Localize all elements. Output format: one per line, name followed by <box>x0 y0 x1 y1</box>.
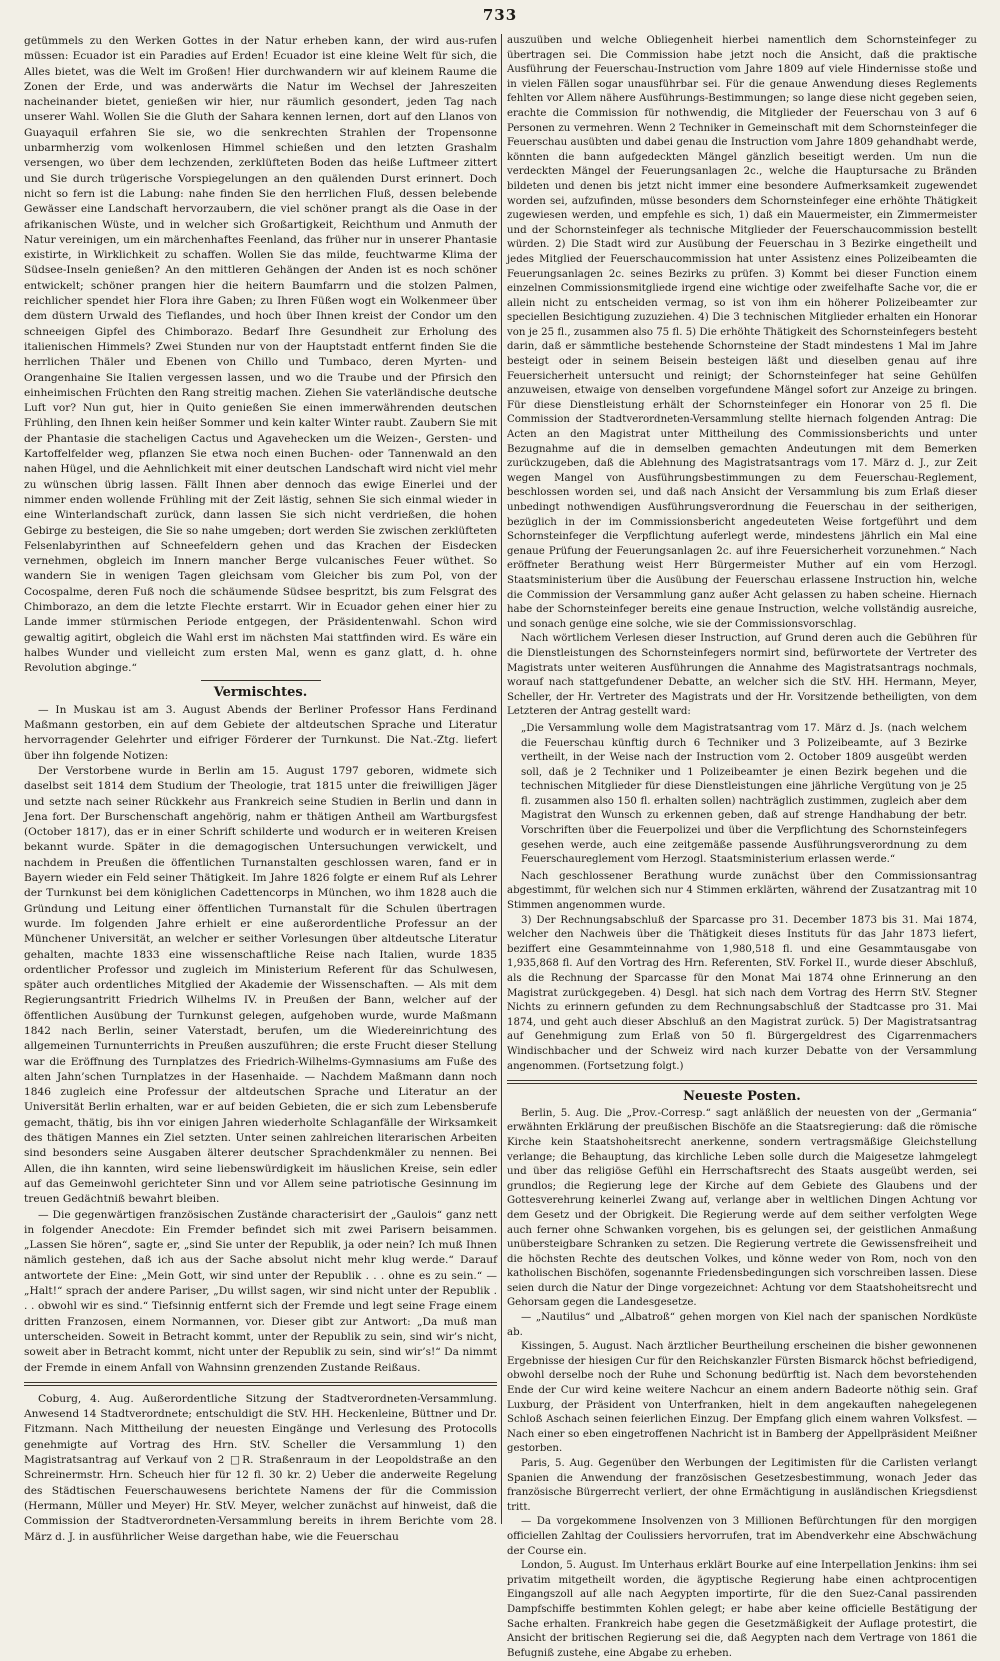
sparcasse-report: 3) Der Rechnungsabschluß der Sparcasse pro 31. December 1873 bis 31. Mai 1874, welcher den Nachweis über die Thätigkeit dieses Instituts für das Jahr 1873 liefert, beziffert eine Gesammteinnahme von 1,980,518 fl. und eine Gesammtausgabe von 1,935,868 fl. Auf den Vortrag des Hrn. Referenten, StV. Forkel II., wurde dieser Abschluß, als die Rechnung der Sparcasse für den Monat Mai 1874 ohne Erinnerung an den Magistrat zurückgegeben. 4) Desgl. hat sich nach dem Vortrag des Herrn StV. Stegner Nichts zu erinnern gefunden zu dem Rechnungsabschluß der Stadtcasse pro 31. Mai 1874, und geht auch dieser Abschluß an den Magistrat zurück. 5) Der Magistratsantrag auf Genehmigung zum Erlaß von 50 fl. Bürgergeldrest des Cigarrenmachers Windischbacher und der Schweiz wird nach kurzer Debatte von der Versammlung angenommen. (Fortsetzung folgt.) <box>507 914 977 1072</box>
ecuador-article: getümmels zu den Werken Gottes in der Natur erheben kann, der wird aus-rufen müssen: Ecuador ist ein Paradies auf Erden! Ecuador ist eine kleine Welt für sich, die Alles bietet, was die Welt im Großen! Hier durchwandern wir auf kleinem Raume die Zonen der Erde, und was anderwärts die Natur im Wechsel der Jahreszeiten nacheinander bietet, genießen wir hier, nur räumlich gesondert, jeden Tag nach unserer Wahl. Wollen Sie die Gluth der Sahara kennen lernen, dort auf den Llanos von Guayaquil erfahren Sie sie, wo die senkrechten Strahlen der Tropensonne unbarmherzig vom wolkenlosen Himmel schießen und den letzten Grashalm versengen, wo über dem lechzenden, zerklüfteten Boden das heiße Luftmeer zittert und Sie durch trügerische Vorspiegelungen an den quälenden Durst erinnert. Doch nicht so fern ist die Labung: nahe finden Sie den herrlichen Fluß, dessen belebende Gewässer eine Landschaft hervorzaubern, die viel schöner prangt als die Oase in der afrikanischen Wüste, und in welcher sich Großartigkeit, Reichthum und Anmuth der Natur vereinigen, um ein märchenhaftes Feenland, das früher nur in unserer Phantasie existirte, in Wirklichkeit zu schaffen. Wollen Sie das milde, feuchtwarme Klima der Südsee-Inseln genießen? An den mittleren Gehängen der Anden ist es noch schöner entwickelt; schöner prangen hier die heitern Baumfarrn und die stolzen Palmen, reichlicher spendet hier Flora ihre Gaben; zu Ihren Füßen wogt ein Wolkenmeer über dem düstern Urwald des Tieflandes, und hoch über Ihnen kreist der Condor um den schneeigen Gipfel des Chimborazo. Bedarf Ihre Gesundheit zur Erholung des italienischen Himmels? Zwei Stunden nur von der Hauptstadt entfernt finden Sie die herrlichen Thäler und Ebenen von Chillo und Tumbaco, deren Myrten- und Orangenhaine Sie Italien vergessen lassen, und wo die Traube und der Pfirsich den einheimischen Früchten den Rang streitig machen. Ziehen Sie vaterländische deutsche Luft vor? Nun gut, hier in Quito genießen Sie einen immerwährenden deutschen Frühling, den Ihnen kein heißer Sommer und kein kalter Winter raubt. Zaubern Sie mit der Phantasie die stacheligen Cactus und Agavehecken um die Weizen-, Gersten- und Kartoffelfelder weg, pflanzen Sie etwa noch einen Buchen- oder Tannenwald an den nahen Hügel, und die Aehnlichkeit mit einer deutschen Landschaft wird nicht viel mehr zu wünschen übrig lassen. Fällt Ihnen aber dennoch das ewige Einerlei und der nimmer enden wollende Frühling mit der Zeit lästig, sehnen Sie sich einmal wieder in eine Winterlandschaft zurück, dann lassen Sie sich nicht verdrießen, die hohen Gebirge zu besteigen, die Sie so nahe umgeben; dort werden Sie zwischen zerklüfteten Felsenlabyrinthen auf Schneefeldern gehen und das Krachen der Eisdecken vernehmen, obgleich im Innern mancher Berge vulcanisches Feuer wüthet. So wandern Sie in wenigen Tagen gleichsam vom Gleicher bis zum Pol, von der Cocospalme, deren Fuß noch die schäumende Südsee bespritzt, bis zum Felsgrat des Chimborazo, an dem die letzte Flechte erstarrt. Wir in Ecuador gehen einer hier zu Lande immer stürmischen Periode entgegen, der Präsidentenwahl. Schon wird gewaltig agitirt, obgleich die Wahl erst im nächsten Mai stattfinden wird. Es wäre ein halbes Wunder und vielleicht zum ersten Mal, wenn es ganz glatt, d. h. ohne Revolution abginge.“ <box>24 35 497 675</box>
right-column <box>507 34 977 1659</box>
feuerschau-vote: Nach geschlossener Berathung wurde zunächst über den Commissionsantrag abgestimmt, für welchen sich nur 4 Stimmen erklärten, während der Zusatzantrag mit 10 Stimmen angenommen wurde. <box>507 870 977 912</box>
gaulois-anecdote: — Die gegenwärtigen französischen Zustände characterisirt der „Gaulois“ ganz nett in folgender Anecdote: Ein Fremder befindet sich mit zwei Parisern beisammen. „Lassen Sie hören“, sagte er, „sind Sie unter der Republik, ja oder nein? Ich muß Ihnen nämlich gestehen, daß ich aus der Sache absolut nicht mehr klug werde.“ Darauf antwortete der Eine: „Mein Gott, wir sind unter der Republik . . . ohne es zu sein.“ — „Halt!“ sprach der andere Pariser, „Du willst sagen, wir sind nicht unter der Republik . . . obwohl wir es sind.“ Tiefsinnig entfernt sich der Fremde und legt seine Frage einem dritten Franzosen, einem Normannen, vor. Dieser gibt zur Antwort: „Da muß man unterscheiden. Soweit in Betracht kommt, unter der Republik zu sein, sind wir’s nicht, soweit aber in Betracht kommt, nicht unter der Republik zu sein, sind wir’s!“ Da nimmt der Fremde in einem Anfall von Wahnsinn grenzenden Zustande Reißaus. <box>24 1208 497 1374</box>
paris-news: Paris, 5. Aug. Gegenüber den Werbungen der Legitimisten für die Carlisten verlangt Spanien die Anwendung der französischen Gesetzesbestimmung, wonach Jeder das französische Bürgerrecht verliert, der ohne Ermächtigung in ausländischen Kriegsdienst tritt. <box>507 1458 977 1513</box>
massmann-biography: Der Verstorbene wurde in Berlin am 15. August 1797 geboren, widmete sich daselbst seit 1814 dem Studium der Theologie, trat 1815 unter die freiwilligen Jäger und setzte nach seiner Rückkehr aus Frankreich seine Studien in Berlin und dann in Jena fort. Der Burschenschaft angehörig, nahm er thätigen Antheil am Wartburgsfest (October 1817), das er in einer Schrift schilderte und wodurch er in weiteren Kreisen bekannt wurde. Später in die demagogischen Untersuchungen verwickelt, und nachdem in Preußen die öffentlichen Turnanstalten geschlossen waren, fand er in Bayern wieder ein Feld seiner Thätigkeit. Im Jahre 1826 folgte er einem Ruf als Lehrer der Turnkunst bei dem königlichen Cadettencorps in München, wo ihm 1828 auch die Gründung und Leitung einer öffentlichen Turnanstalt für die Schulen übertragen wurde. Im folgenden Jahre erhielt er eine außerordentliche Professur an der Münchener Universität, an welcher er seither Vorlesungen über altdeutsche Literatur gehalten, machte 1833 eine wissenschaftliche Reise nach Italien, wurde 1835 ordentlicher Professor und zugleich im Ministerium Referent für das Schulwesen, später auch ordentliches Mitglied der Akademie der Wissenschaften. — Als mit dem Regierungsantritt Friedrich Wilhelms IV. in Preußen der Bann, welcher auf der öffentlichen Ausübung der Turnkunst gelegen, aufgehoben wurde, wurde Maßmann 1842 nach Berlin, seiner Vaterstadt, berufen, um die Wiedereinrichtung des allgemeinen Turnunterrichts in Preußen auszuführen; die erste Frucht dieser Stellung war die Eröffnung des Turnplatzes des Friedrich-Wilhelms-Gymnasiums am Fuße des alten Jahn’schen Turnplatzes in der Hasenhaide. — Nachdem Maßmann dann noch 1846 zugleich eine Professur der altdeutschen Sprache und Literatur an der Universität Berlin erhalten, war er auf beiden Gebieten, die er sich zum Lebensberufe gemacht, thätig, bis ihn vor einigen Jahren wiederholte Schlaganfälle der Wirksamkeit des thätigen Mannes ein Ziel setzten. Unter seinen zahlreichen literarischen Arbeiten sind besonders seine Ausgaben älterer deutscher Sprachdenkmäler zu nennen. Bei Allen, die ihn kannten, wird seine liebenswürdigkeit im häuslichen Kreise, sein edler auf das Gemeinwohl gerichteter Sinn und vor Allem seine patriotische Gesinnung im treuen Gedächtniß bewahrt bleiben. <box>24 764 497 1206</box>
london-news: London, 5. August. Im Unterhaus erklärt Bourke auf eine Interpellation Jenkins: ihm sei privatim mitgetheilt worden, die ägyptische Regierung habe einen achtprocentigen Eingangszoll auf alle nach Aegypten importirte, für die den Suez-Canal passirenden Dampfschiffe bestimmten Kohlen gelegt; er habe aber keine officielle Bestätigung der Sache erhalten. Frankreich habe gegen die Gesetzmäßigkeit der Auflage protestirt, die Ansicht der britischen Regierung sei die, daß Aegypten nach dem Vertrage von 1861 die Befugniß zustehe, eine Abgabe zu erheben. <box>507 1560 977 1659</box>
separator <box>507 1080 977 1084</box>
nautilus-news: — „Nautilus“ und „Albatroß“ gehen morgen von Kiel nach der spanischen Nordküste ab. <box>507 1312 977 1338</box>
feuerschau-motion-quote: „Die Versammlung wolle dem Magistratsantrag vom 17. März d. Js. (nach welchem die Feuerschau künftig durch 6 Techniker und 3 Polizeibeamte, auf 3 Bezirke vertheilt, in der Weise nach der Instruction vom 2. October 1809 ausgeübt werden soll, daß je 2 Techniker und 1 Polizeibeamter je einen Bezirk begehen und die technischen Mitglieder für diese Dienstleistungen eine jährliche Vergütung von je 25 fl. zusammen also 150 fl. erhalten sollen) nachträglich zustimmen, zugleich aber dem Magistrat den Wunsch zu erkennen geben, daß auf strenge Handhabung der betr. Vorschriften über die Feuerpolizei und über die Verpflichtung des Schornsteinfegers gesehen werde, auch eine zeitgemäße passende Ausführungsverordnung zu dem Feuerschaureglement vom Herzogl. Staatsministerium erlassen werde.“ <box>521 722 967 866</box>
page-number: 733 <box>482 6 518 24</box>
feuerschau-instruction: Nach wörtlichem Verlesen dieser Instruction, auf Grund deren auch die Gebühren für die Dienstleistungen des Schornsteinfegers normirt sind, befürwortete der Vertreter des Magistrats unter weiteren Ausführungen die Annahme des Magistratsantrags nochmals, worauf nach stattgefundener Debatte, an welcher sich die StV. HH. Hermann, Meyer, Scheller, der Hr. Vertreter des Magistrats und der Hr. Vorsitzende betheiligten, von dem Letzteren der Antrag gestellt ward: <box>507 633 977 718</box>
coburg-report: Coburg, 4. Aug. Außerordentliche Sitzung der Stadtverordneten-Versammlung. Anwesend 14 Stadtverordnete; entschuldigt die StV. HH. Heckenleine, Büttner und Dr. Fitzmann. Nach Mittheilung der neuesten Eingänge und Verlesung des Protocolls genehmigte auf Vortrag des Hrn. StV. Scheller die Versammlung 1) den Magistratsantrag auf Verkauf von 2 □R. Straßenraum in der Leopoldstraße an den Schreinermstr. Hrn. Scheuch hier für 12 fl. 30 kr. 2) Ueber die anderweite Regelung des Städtischen Feuerschauwesens berichtete Namens der für die Commission (Hermann, Müller und Meyer) Hr. StV. Meyer, welcher zunächst auf hinweist, daß die Commission der Stadtverordneten-Versammlung bereits in ihrem Berichte vom 28. März d. J. in ausführlicher Weise dargethan habe, wie die Feuerschau <box>24 1392 497 1543</box>
separator <box>24 1382 497 1386</box>
column-divider <box>501 34 502 1524</box>
insolvency-news: — Da vorgekommene Insolvenzen von 3 Millionen Befürchtungen für den morgigen officiellen Zahltag der Coulissiers hervorrufen, trat im Abendverkehr eine Abschwächung der Course ein. <box>507 1516 977 1557</box>
massmann-intro: — In Muskau ist am 3. August Abends der Berliner Professor Hans Ferdinand Maßmann gestorben, ein auf dem Gebiete der altdeutschen Sprache und Literatur hervorragender Gelehrter und eifriger Förderer der Turnkunst. Die Nat.-Ztg. liefert über ihn folgende Notizen: <box>24 703 497 762</box>
feuerschau-report: auszuüben und welche Obliegenheit hierbei namentlich dem Schornsteinfeger zu übertragen sei. Die Commission habe jetzt noch die Ansicht, daß die praktische Ausführung der Feuerschau-Instruction vom Jahre 1809 auf viele Hindernisse stoße und in vielen Fällen sogar unausführbar sei. Für die genaue Anwendung dieses Reglements fehlten vor Allem nähere Ausführungs-Bestimmungen; so lange diese nicht gegeben seien, erachte die Commission für nothwendig, die Mitglieder der Feuerschau von 3 auf 6 Personen zu vermehren. Wenn 2 Techniker in Gemeinschaft mit dem Schornsteinfeger die Feuerschau ausübten und dabei genau die Instruction vom Jahre 1809 gehandhabt werde, könnten die bann aufgedeckten Mängel gänzlich beseitigt werden. Um nun die verdeckten Mängel der Feuerungsanlagen 2c., welche die Hauptursache zu Bränden bildeten und denen bis jetzt nicht immer eine besondere Aufmerksamkeit zugewendet worden sei, aufzufinden, müsse besonders dem Schornsteinfeger eine erhöhte Thätigkeit zugewiesen werden, und empfehle es sich, 1) daß ein Mauermeister, ein Zimmermeister und der Schornsteinfeger als technische Mitglieder der Feuerschaucommission bestellt würden. 2) Die Stadt wird zur Ausübung der Feuerschau in 3 Bezirke eingetheilt und jedes Mitglied der Feuerschaucommission hat unter Assistenz eines Polizeibeamten die Feuerungsanlagen 2c. seines Bezirks zu prüfen. 3) Kommt bei dieser Function einem einzelnen Commissionsmitgliede irgend eine wichtige oder zweifelhafte Sache vor, die er allein nicht zu entscheiden vermag, so ist von ihm ein höherer Polizeibeamter zur speciellen Besichtigung zuzuziehen. 4) Die 3 technischen Mitglieder erhalten ein Honorar von je 25 fl., zusammen also 75 fl. 5) Die erhöhte Thätigkeit des Schornsteinfegers besteht darin, daß er sämmtliche bestehende Schornsteine der Stadt mindestens 1 Mal im Jahre besteigt oder in seinem Beisein besteigen läßt und dieselben genau auf ihre Feuersicherheit untersucht und reinigt; der Schornsteinfeger hat seine Gehülfen anzuweisen, etwaige von denselben vorgefundene Mängel sofort zur Anzeige zu bringen. Für diese Dienstleistung erhält der Schornsteinfeger ein Honorar von 25 fl. Die Commission der Stadtverordneten-Versammlung stellte hiernach folgenden Antrag: Die Acten an den Magistrat unter Mittheilung des Commissionsberichts und unter Bezugnahme auf die in demselben gemachten Andeutungen mit dem Bemerken zurückzugeben, daß die Ablehnung des Magistratsantrags vom 17. März d. J., zur Zeit wegen Mangel von Ausführungsbestimmungen zu dem Feuerschau-Reglement, beschlossen worden sei, und daß nach Ansicht der Versammlung bis zum Erlaß dieser unbedingt nothwendigen Ausführungsverordnung die Feuerschau in der seitherigen, bezüglich in der im Commissionsbericht angedeuteten Weise fortgeführt und dem Schornsteinfeger die Verpflichtung auferlegt werde, mindestens jährlich ein Mal eine genaue Prüfung der Feuerungsanlagen 2c. auf ihre Feuersicherheit vorzunehmen.“ Nach eröffneter Berathung weist Herr Bürgermeister Muther auf ein vom Herzogl. Staatsministerium über die Ausübung der Feuerschau erlassene Instruction hin, welche die Commission der Versammlung ganz außer Acht gelassen zu haben scheine. Hiernach habe der Schornsteinfeger bereits eine genaue Instruction, welche vollständig ausreiche, und sonach genüge eine solche, wie sie der Commissionsvorschlag. <box>507 35 977 630</box>
kissingen-news: Kissingen, 5. August. Nach ärztlicher Beurtheilung erscheinen die bisher gewonnenen Ergebnisse der hiesigen Cur für den Reichskanzler Fürsten Bismarck höchst befriedigend, obwohl derselbe noch der Ruhe und Schonung bedürftig ist. Nach dem bevorstehenden Ende der Cur wird keine weitere Nachcur an einem andern Badeorte nöthig sein. Graf Luxburg, der Präsident von Unterfranken, hielt in dem angekauften nahegelegenen Schloß Aschach seinen feierlichen Einzug. Der Empfang glich einem wahren Volksfest. — Nach einer so eben eingetroffenen Nachricht ist in Bamberg der Appellpräsident Meißner gestorben. <box>507 1341 977 1455</box>
heading-neueste-posten: Neueste Posten. <box>683 1089 801 1105</box>
berlin-news: Berlin, 5. Aug. Die „Prov.-Corresp.“ sagt anläßlich der neuesten von der „Germania“ erwähnten Erklärung der preußischen Bischöfe an die Staatsregierung: daß die römische Kirche kein Staatshoheitsrecht anerkenne, sondern vertragsmäßige Gleichstellung verlange; die Behauptung, das kirchliche Leben solle durch die Maigesetze lahmgelegt und über das religiöse Gefühl ein Herrschaftsrecht des Staats ausgeübt werden, sei grundlos; die Regierung lege der Kirche auf dem Gebiete des Glaubens und der Gottesverehrung keinerlei Zwang auf, verlange aber in weltlichen Dingen Achtung vor dem Gesetz und der Obrigkeit. Die Regierung werde auf dem seither verfolgten Wege auch ferner ohne Schwanken vorgehen, bis es gelungen sei, der geistlichen Anmaßung unübersteigbare Schranken zu setzen. Die Regierung vertrete die Gewissensfreiheit und die höchsten Rechte des deutschen Volkes, und könne weder von Rom, noch von den katholischen Bischöfen, sogenannte Friedensbedingungen sich vorschreiben lassen. Diese seien durch die Natur der Dinge vorgezeichnet: Achtung vor dem Staatshoheitsrecht und Gehorsam gegen die Landesgesetze. <box>507 1107 977 1309</box>
heading-vermischtes: Vermischtes. <box>213 685 308 701</box>
left-column <box>24 34 497 1543</box>
separator <box>201 680 321 681</box>
